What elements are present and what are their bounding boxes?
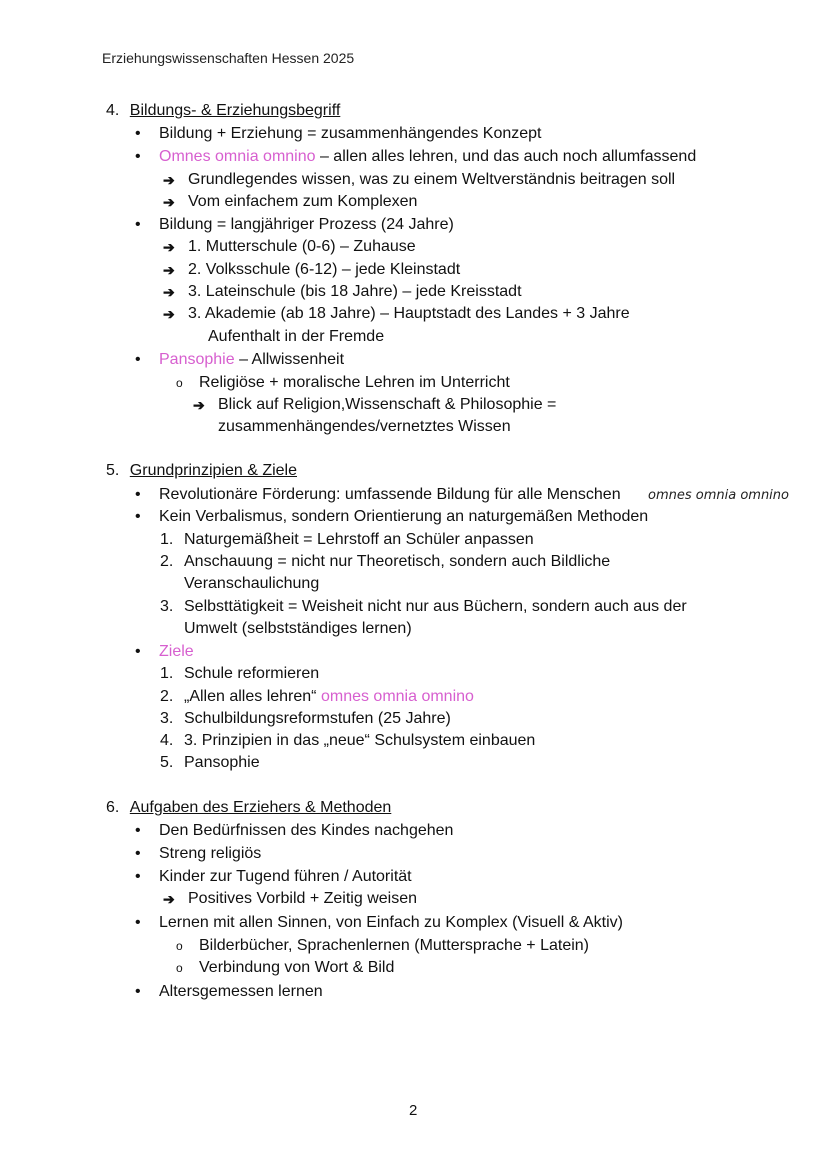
section-number: 4.: [106, 102, 120, 119]
bullet-icon: •: [135, 148, 141, 165]
list-item: Lernen mit allen Sinnen, von Einfach zu Komplex (Visuell & Aktiv): [159, 914, 623, 931]
section-title: Aufgaben des Erziehers & Methoden: [129, 799, 392, 816]
bullet-icon: •: [135, 643, 141, 660]
list-item: Kinder zur Tugend führen / Autorität: [159, 868, 412, 885]
list-item: Grundlegendes wissen, was zu einem Weltverständnis beitragen soll: [188, 171, 676, 188]
handwritten-note: [648, 484, 824, 504]
list-item: Altersgemessen lernen: [159, 983, 323, 1000]
circle-bullet-icon: o: [176, 376, 183, 390]
list-item: 3. Akademie (ab 18 Jahre) – Hauptstadt des Landes + 3 Jahre: [188, 305, 630, 322]
section-number: 5.: [106, 462, 120, 479]
section-title: Grundprinzipien & Ziele: [129, 462, 297, 479]
list-item: Selbsttätigkeit = Weisheit nicht nur aus Büchern, sondern auch aus der: [184, 598, 687, 615]
bullet-icon: •: [135, 845, 141, 862]
arrow-icon: ➔: [163, 239, 175, 255]
highlight-term: omnes omnia omnino: [316, 688, 474, 705]
bullet-icon: •: [135, 486, 141, 503]
bullet-icon: •: [135, 508, 141, 525]
list-item: 3. Lateinschule (bis 18 Jahre) – jede Kreisstadt: [188, 283, 522, 300]
list-item: Pansophie: [184, 754, 260, 771]
list-item: Kein Verbalismus, sondern Orientierung an naturgemäßen Methoden: [159, 508, 649, 525]
list-item: 3. Prinzipien in das „neue“ Schulsystem einbauen: [184, 732, 536, 749]
list-item: Blick auf Religion,Wissenschaft & Philosophie =: [218, 396, 557, 413]
list-item: Streng religiös: [159, 845, 262, 862]
list-item: Bildung = langjähriger Prozess (24 Jahre): [159, 216, 454, 233]
list-item: Schulbildungsreformstufen (25 Jahre): [184, 710, 451, 727]
highlight-term: Omnes omnia omnino: [159, 148, 316, 165]
section-title: Bildungs- & Erziehungsbegriff: [129, 102, 341, 119]
page-header: Erziehungswissenschaften Hessen 2025: [102, 50, 355, 66]
list-item: Revolutionäre Förderung: umfassende Bildung für alle Menschen: [159, 486, 621, 503]
highlight-term: Pansophie: [159, 351, 235, 368]
arrow-icon: ➔: [163, 194, 175, 210]
item-text: – Allwissenheit: [234, 351, 345, 368]
list-number: 5.: [160, 754, 174, 771]
bullet-icon: •: [135, 216, 141, 233]
list-item-continuation: Veranschaulichung: [184, 575, 320, 592]
list-item: 2. Volksschule (6-12) – jede Kleinstadt: [188, 261, 461, 278]
list-item: Positives Vorbild + Zeitig weisen: [188, 890, 417, 907]
bullet-icon: •: [135, 822, 141, 839]
section-number: 6.: [106, 799, 120, 816]
section-5-heading: [106, 461, 297, 481]
arrow-icon: ➔: [163, 172, 175, 188]
list-item: [184, 687, 474, 707]
arrow-icon: ➔: [163, 262, 175, 278]
list-item: Ziele: [159, 643, 194, 660]
list-number: 2.: [160, 688, 174, 705]
arrow-icon: ➔: [163, 306, 175, 322]
arrow-icon: ➔: [163, 891, 175, 907]
list-item-continuation: Umwelt (selbstständiges lernen): [184, 620, 412, 637]
circle-bullet-icon: o: [176, 939, 183, 953]
list-number: 1.: [160, 665, 174, 682]
list-item: Anschauung = nicht nur Theoretisch, sondern auch Bildliche: [184, 553, 611, 570]
section-4-heading: [106, 101, 340, 121]
bullet-icon: •: [135, 983, 141, 1000]
list-item: Vom einfachem zum Komplexen: [188, 193, 418, 210]
list-item: Verbindung von Wort & Bild: [199, 959, 395, 976]
circle-bullet-icon: o: [176, 961, 183, 975]
list-number: 1.: [160, 531, 174, 548]
item-text: „Allen alles lehren“: [184, 688, 317, 705]
list-item: Den Bedürfnissen des Kindes nachgehen: [159, 822, 454, 839]
arrow-icon: ➔: [193, 397, 205, 413]
list-item: Bildung + Erziehung = zusammenhängendes Konzept: [159, 125, 542, 142]
bullet-icon: •: [135, 914, 141, 931]
list-item: Naturgemäßheit = Lehrstoff an Schüler anpassen: [184, 531, 534, 548]
list-number: 2.: [160, 553, 174, 570]
item-text: – allen alles lehren, und das auch noch allumfassend: [315, 148, 697, 165]
bullet-icon: •: [135, 125, 141, 142]
list-item: Religiöse + moralische Lehren im Unterricht: [199, 374, 510, 391]
list-item: Bilderbücher, Sprachenlernen (Muttersprache + Latein): [199, 937, 589, 954]
list-item-continuation: Aufenthalt in der Fremde: [208, 328, 385, 345]
list-item: 1. Mutterschule (0-6) – Zuhause: [188, 238, 416, 255]
handwritten-text: omnes omnia omnino: [648, 488, 789, 503]
list-number: 3.: [160, 710, 174, 727]
section-6-heading: [106, 798, 391, 818]
bullet-icon: •: [135, 351, 141, 368]
list-item: [159, 350, 344, 370]
bullet-icon: •: [135, 868, 141, 885]
list-number: 4.: [160, 732, 174, 749]
list-item: Schule reformieren: [184, 665, 320, 682]
list-number: 3.: [160, 598, 174, 615]
list-item: [159, 147, 696, 167]
arrow-icon: ➔: [163, 284, 175, 300]
list-item-continuation: zusammenhängendes/vernetztes Wissen: [218, 418, 511, 435]
page-number: 2: [409, 1102, 418, 1119]
